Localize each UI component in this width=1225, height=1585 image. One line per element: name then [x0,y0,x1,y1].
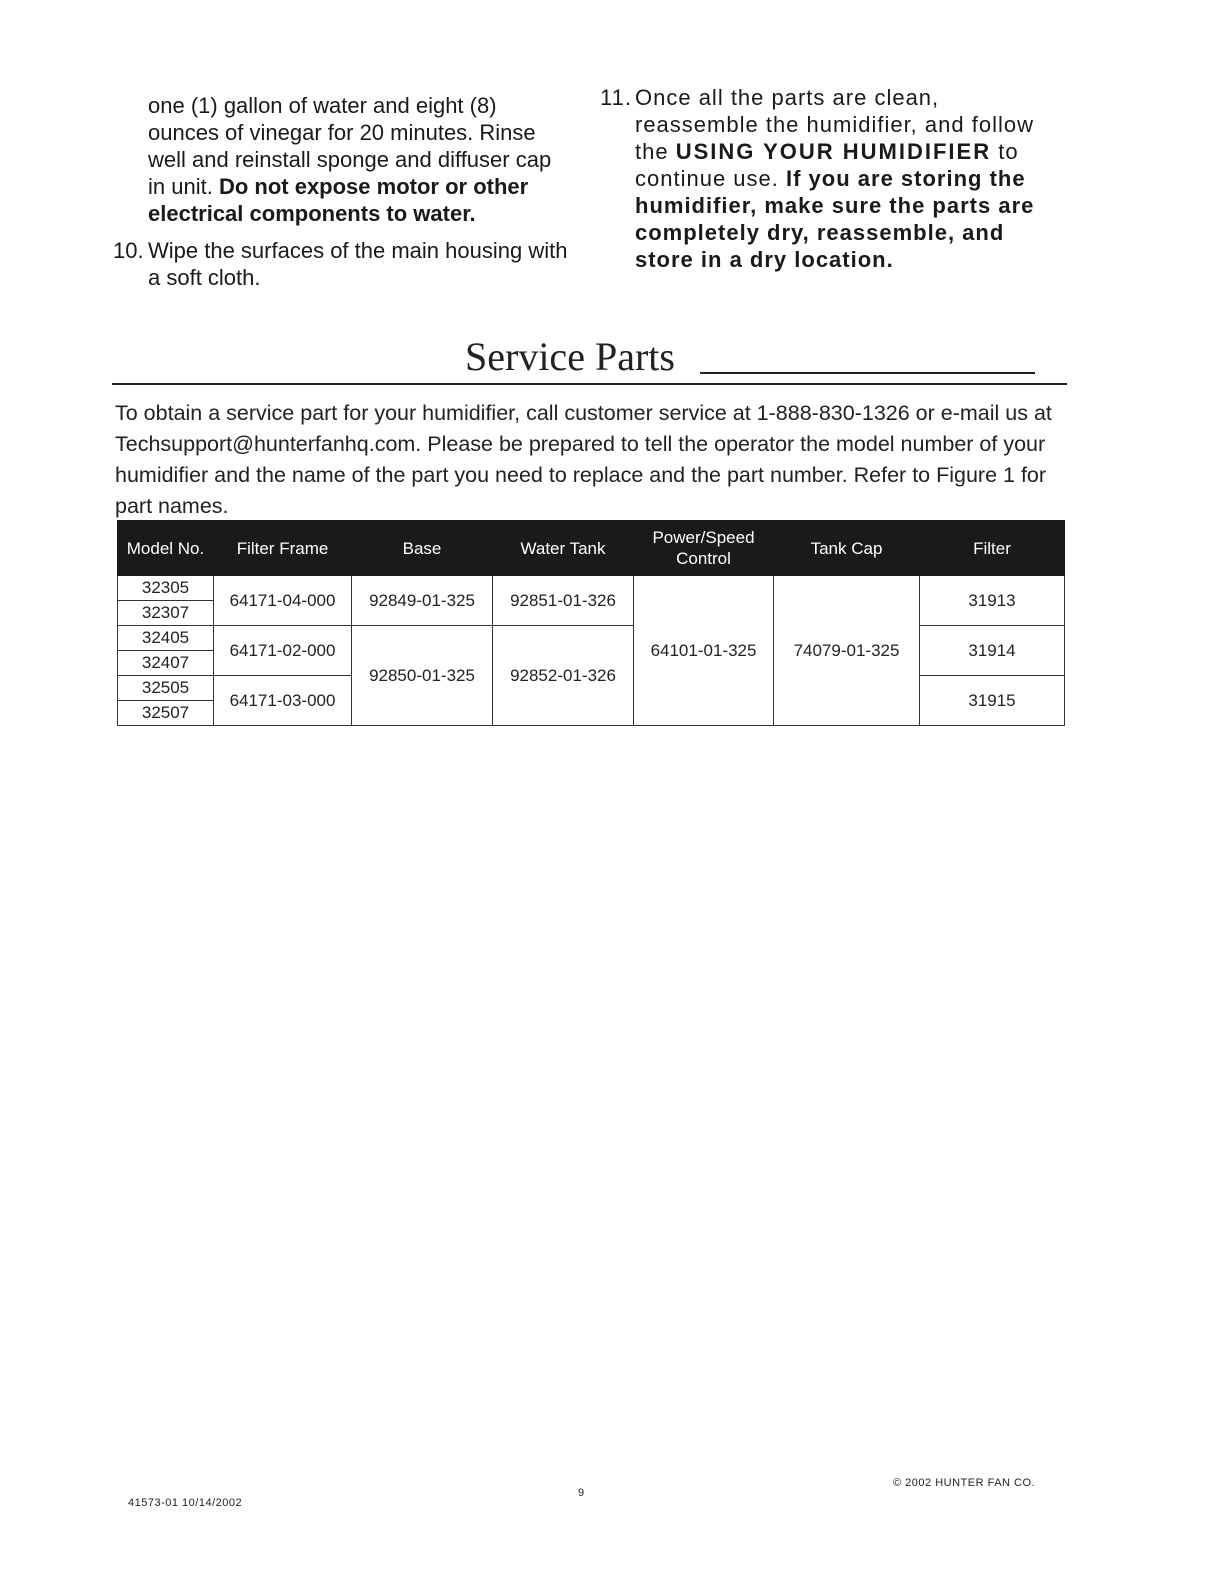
step-11-text-b: to continue use. [635,139,1019,191]
water-tank-cell: 92852-01-326 [493,626,634,726]
tank-cap-cell: 74079-01-325 [774,576,920,726]
section-title: Service Parts [465,334,675,379]
model-cell: 32505 [118,676,214,701]
model-cell: 32305 [118,576,214,601]
step-11-storage-note: If you are storing the humidifier, make sure the parts are completely dry, reassemble, and store in a dry location. [635,166,1035,272]
table-row [118,576,1065,601]
step-11-text-a: Once all the parts are clean, reassemble the humidifier, and follow the [635,85,1034,164]
document-number: 41573-01 10/14/2002 [128,1497,243,1509]
step-10 [113,237,568,291]
filter-frame-cell: 64171-04-000 [214,576,352,626]
header-filter-frame: Filter Frame [214,521,352,576]
right-column [600,84,1065,273]
filter-frame-cell: 64171-02-000 [214,626,352,676]
service-parts-table [117,520,1065,726]
step-9-warning: Do not expose motor or other electrical components to water. [148,174,529,226]
water-tank-cell: 92851-01-326 [493,576,634,626]
step-11 [600,84,1065,273]
base-cell: 92849-01-325 [352,576,493,626]
filter-cell: 31915 [920,676,1065,726]
header-power-speed-control: Power/Speed Control [634,521,774,576]
header-base: Base [352,521,493,576]
model-cell: 32407 [118,651,214,676]
power-speed-control-cell: 64101-01-325 [634,576,774,726]
step-11-section-reference: USING YOUR HUMIDIFIER [675,139,992,164]
title-rule [700,372,1035,374]
step-9-continued-text: one (1) gallon of water and eight (8) ounces of vinegar for 20 minutes. Rinse well and reinstall sponge and diffuser cap in unit. [148,93,552,199]
step-10-text: Wipe the surfaces of the main housing with a soft cloth. [148,238,568,290]
table-row [118,626,1065,651]
filter-cell: 31914 [920,626,1065,676]
model-cell: 32507 [118,701,214,726]
header-tank-cap: Tank Cap [774,521,920,576]
step-10-number: 10. [113,238,144,263]
filter-frame-cell: 64171-03-000 [214,676,352,726]
left-column [113,92,568,291]
header-filter: Filter [920,521,1065,576]
filter-cell: 31913 [920,576,1065,626]
step-11-number: 11. [600,85,632,110]
table-header-row [118,521,1065,576]
service-intro: To obtain a service part for your humidifier, call customer service at 1-888-830-1326 or e-mail us at Techsupport@hunterfanhq.com. Please be prepared to tell the operator the model number of your humidifier and the name of the part you need to replace and the part number. Refer to Figure 1 for part names. [115,401,1052,518]
step-9-continued [148,92,568,227]
section-divider [112,383,1067,385]
page-number: 9 [578,1487,585,1499]
base-cell: 92850-01-325 [352,626,493,726]
header-model-no: Model No. [118,521,214,576]
model-cell: 32405 [118,626,214,651]
copyright-notice: © 2002 HUNTER FAN CO. [893,1477,1036,1489]
header-water-tank: Water Tank [493,521,634,576]
model-cell: 32307 [118,601,214,626]
